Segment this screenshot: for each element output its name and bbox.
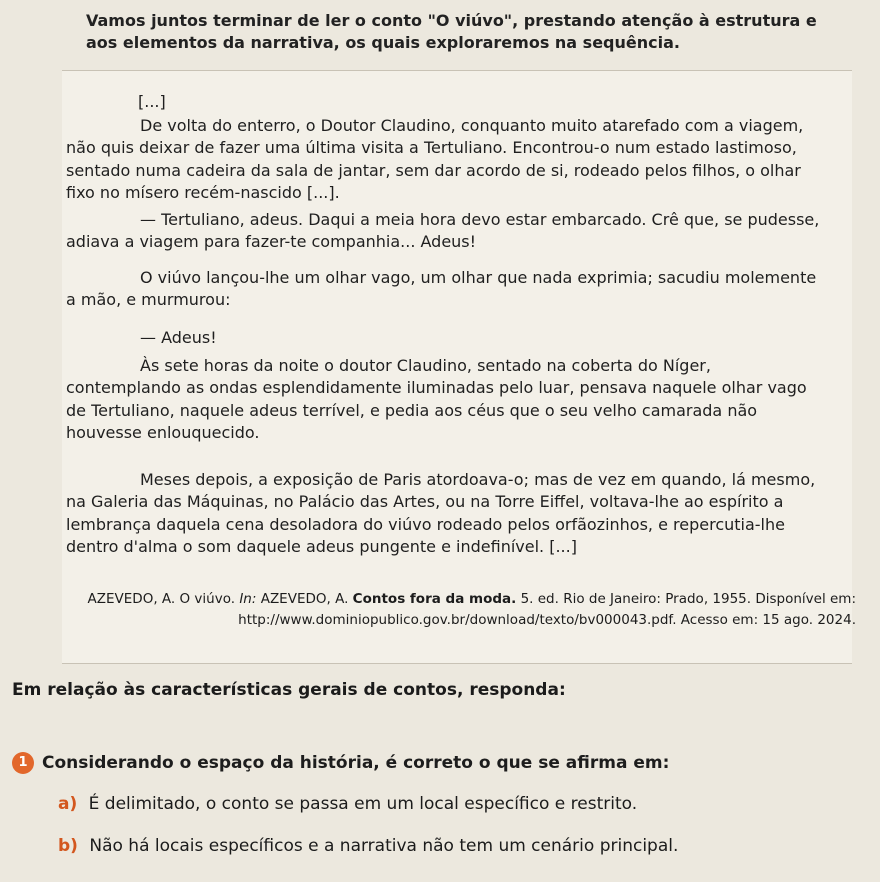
option-b-text: Não há locais específicos e a narrativa não tem um cenário principal. xyxy=(89,836,679,856)
paragraph-3: O viúvo lançou-lhe um olhar vago, um olhar que nada exprimia; sacudiu molemente a mão, e murmurou: xyxy=(66,268,817,310)
paragraph-2: — Tertuliano, adeus. Daqui a meia hora devo estar embarcado. Crê que, se pudesse, adiava a viagem para fazer-te companhia... Adeus! xyxy=(66,210,820,252)
citation-details: 5. ed. Rio de Janeiro: Prado, 1955. Disponível em: xyxy=(520,591,856,607)
story-excerpt-box xyxy=(62,70,856,664)
option-a-letter: a) xyxy=(58,794,78,814)
option-b-letter: b) xyxy=(58,836,78,856)
question-item-1 xyxy=(12,752,669,774)
item-number-badge: 1 xyxy=(12,752,34,774)
citation-in-author: AZEVEDO, A. xyxy=(260,591,349,607)
option-b[interactable] xyxy=(58,836,678,856)
citation-book: Contos fora da moda. xyxy=(352,591,517,607)
paragraph-1: De volta do enterro, o Doutor Claudino, conquanto muito atarefado com a viagem, não quis deixar de fazer uma última visita a Tertuliano. Encontrou-o num estado lastimoso, sentado numa cadeira da sala de jantar, sem dar acordo de si, rodeado pelos filhos, o olhar fixo no mísero recém-nascido [...]. xyxy=(66,116,804,203)
paragraph-4: — Adeus! xyxy=(140,328,217,347)
option-a[interactable] xyxy=(58,794,637,814)
intro-text: Vamos juntos terminar de ler o conto "O viúvo", prestando atenção à estrutura e aos elementos da narrativa, os quais exploraremos na sequência. xyxy=(86,11,817,52)
citation-url[interactable]: http://www.dominiopublico.gov.br/download/texto/bv000043.pdf. Acesso em: 15 ago. 2024. xyxy=(238,612,856,628)
question-heading: Em relação às características gerais de contos, responda: xyxy=(12,680,566,700)
option-a-text: É delimitado, o conto se passa em um local específico e restrito. xyxy=(88,794,638,814)
paragraph-5: Às sete horas da noite o doutor Claudino, sentado na coberta do Níger, contemplando as ondas esplendidamente iluminadas pelo luar, pensava naquele olhar vago de Tertuliano, naquele adeus terrível, e pedia aos céus que o seu velho camarada não houvesse enlouquecido. xyxy=(66,356,807,443)
citation-line-1 xyxy=(86,589,856,610)
citation-author: AZEVEDO, A. O viúvo. xyxy=(87,591,236,607)
source-citation xyxy=(86,589,856,631)
citation-in: In: xyxy=(239,591,257,607)
ellipsis-mark: [...] xyxy=(138,92,166,111)
item-1-text: Considerando o espaço da história, é correto o que se afirma em: xyxy=(42,753,670,773)
paragraph-6: Meses depois, a exposição de Paris atordoava-o; mas de vez em quando, lá mesmo, na Galeria das Máquinas, no Palácio das Artes, ou na Torre Eiffel, voltava-lhe ao espírito a lembrança daquela cena desoladora do viúvo rodeado pelos orfãozinhos, e repercutia-lhe dentro d'alma o som daquele adeus pungente e indefinível. [...] xyxy=(66,470,816,557)
